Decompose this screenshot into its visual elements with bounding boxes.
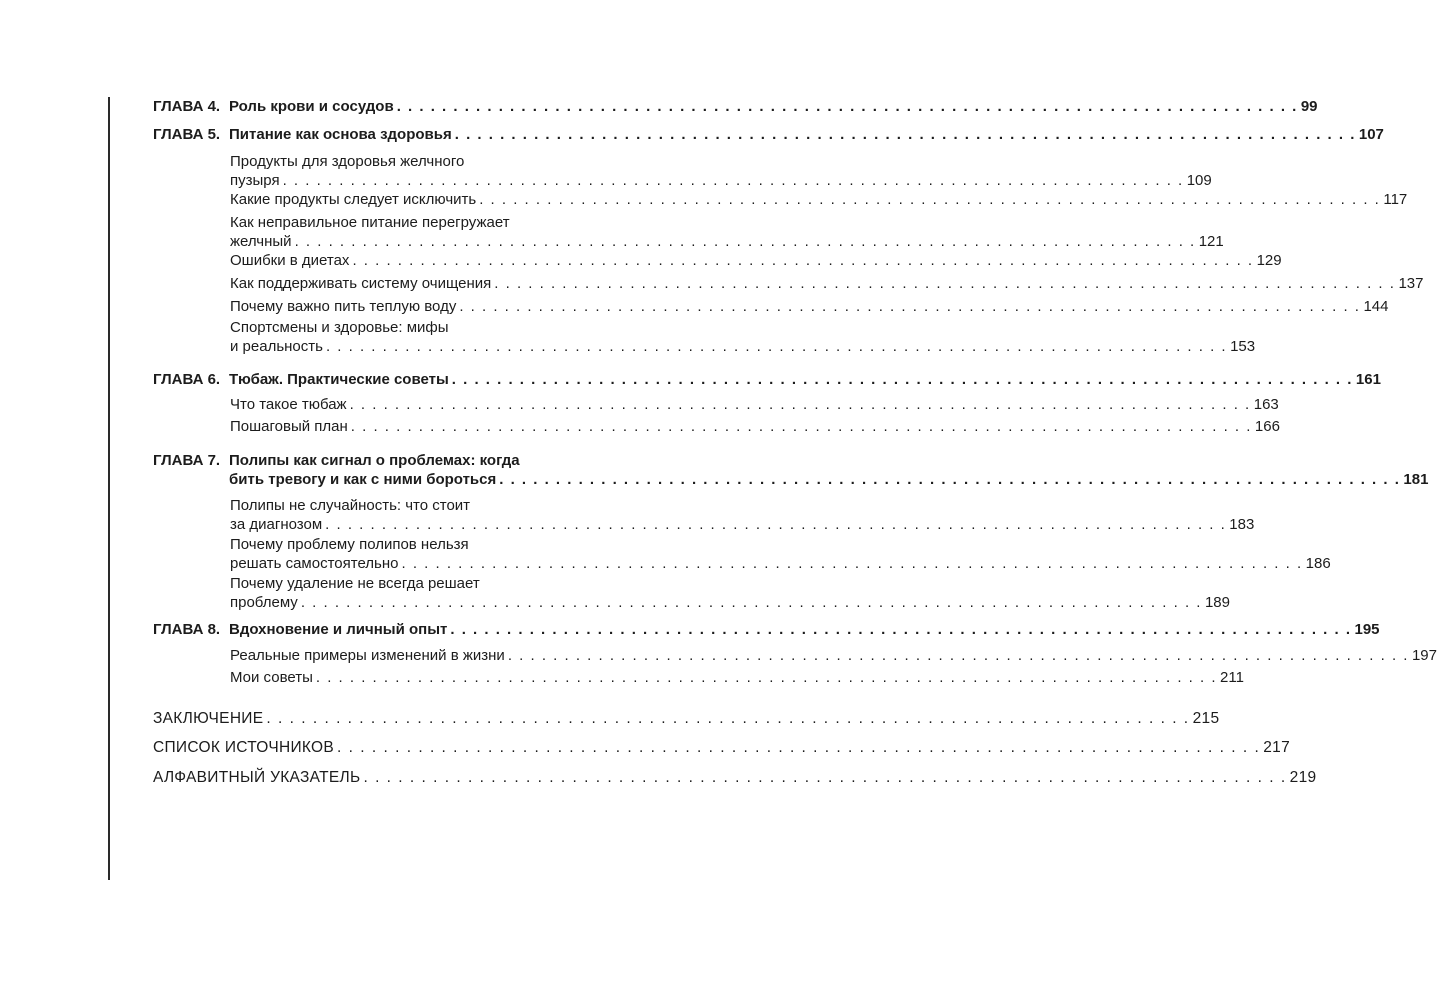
- item-title: Что такое тюбаж: [230, 396, 347, 413]
- page-number: 181: [1403, 471, 1429, 488]
- chapter-title: Питание как основа здоровья: [229, 126, 452, 143]
- item-title: пузыря: [230, 172, 280, 189]
- item-title: проблему: [230, 594, 298, 611]
- toc-chapter-6[interactable]: [153, 370, 1381, 389]
- toc-chapter-7[interactable]: [153, 451, 1429, 489]
- toc-item[interactable]: [230, 668, 1244, 687]
- dot-leader: . . . . . . . . . . . . . . . . . . . . . . . . . . . . . . . . . . . . . . . . . . . . . . . . . . . . . . . . . . . . . . . . . . . . . . . . . . . . . . . .: [401, 555, 1303, 572]
- toc-item[interactable]: [230, 190, 1408, 209]
- page-number: 117: [1383, 191, 1408, 208]
- item-title: Пошаговый план: [230, 418, 348, 435]
- page-number: 186: [1305, 555, 1331, 572]
- chapter-title: Вдохновение и личный опыт: [229, 621, 448, 638]
- toc-item[interactable]: [230, 213, 1224, 251]
- page-number: 163: [1253, 396, 1279, 413]
- toc-item[interactable]: [230, 395, 1279, 414]
- dot-leader: . . . . . . . . . . . . . . . . . . . . . . . . . . . . . . . . . . . . . . . . . . . . . . . . . . . . . . . . . . . . . . . . . . . . . . . . . . . . . . . .: [337, 739, 1261, 756]
- dot-leader: . . . . . . . . . . . . . . . . . . . . . . . . . . . . . . . . . . . . . . . . . . . . . . . . . . . . . . . . . . . . . . . . . . . . . . . . . . . . . . . .: [494, 275, 1396, 292]
- item-title: решать самостоятельно: [230, 555, 399, 572]
- item-title-line1: Продукты для здоровья желчного: [230, 153, 465, 170]
- page-number: 189: [1204, 594, 1230, 611]
- page-number: 137: [1398, 275, 1424, 292]
- chapter-title: бить тревогу и как с ними бороться: [229, 471, 497, 488]
- dot-leader: . . . . . . . . . . . . . . . . . . . . . . . . . . . . . . . . . . . . . . . . . . . . . . . . . . . . . . . . . . . . . . . . . . . . . . . . . . . . . . . .: [499, 471, 1401, 488]
- chapter-label: ГЛАВА 6.: [153, 371, 221, 388]
- page-number: 166: [1254, 418, 1280, 435]
- page-number: 129: [1256, 252, 1282, 269]
- page-number: 217: [1263, 739, 1291, 756]
- dot-leader: . . . . . . . . . . . . . . . . . . . . . . . . . . . . . . . . . . . . . . . . . . . . . . . . . . . . . . . . . . . . . . . . . . . . . . . . . . . . . . . .: [294, 233, 1196, 250]
- toc-item[interactable]: [230, 152, 1212, 190]
- chapter-title-line1: Полипы как сигнал о проблемах: когда: [229, 452, 520, 469]
- dot-leader: . . . . . . . . . . . . . . . . . . . . . . . . . . . . . . . . . . . . . . . . . . . . . . . . . . . . . . . . . . . . . . . . . . . . . . . . . . . . . . . .: [282, 172, 1184, 189]
- dot-leader: . . . . . . . . . . . . . . . . . . . . . . . . . . . . . . . . . . . . . . . . . . . . . . . . . . . . . . . . . . . . . . . . . . . . . . . . . . . . . . . .: [479, 191, 1381, 208]
- toc-item[interactable]: [230, 318, 1256, 356]
- toc-item[interactable]: [230, 574, 1230, 612]
- toc-endmatter-conclusion[interactable]: [153, 709, 1220, 728]
- page-number: 195: [1354, 621, 1380, 638]
- item-title: Реальные примеры изменений в жизни: [230, 647, 505, 664]
- item-title: и реальность: [230, 338, 323, 355]
- dot-leader: . . . . . . . . . . . . . . . . . . . . . . . . . . . . . . . . . . . . . . . . . . . . . . . . . . . . . . . . . . . . . . . . . . . . . . . . . . . . . . . .: [315, 669, 1217, 686]
- page-number: 153: [1230, 338, 1256, 355]
- dot-leader: . . . . . . . . . . . . . . . . . . . . . . . . . . . . . . . . . . . . . . . . . . . . . . . . . . . . . . . . . . . . . . . . . . . . . . . . . . . . . . . .: [352, 252, 1254, 269]
- toc-item[interactable]: [230, 297, 1389, 316]
- page-number: 183: [1229, 516, 1255, 533]
- item-title: Мои советы: [230, 669, 313, 686]
- item-title: желчный: [230, 233, 292, 250]
- page-number: 109: [1186, 172, 1212, 189]
- page-number: 144: [1363, 298, 1389, 315]
- endmatter-title: АЛФАВИТНЫЙ УКАЗАТЕЛЬ: [153, 769, 361, 786]
- dot-leader: . . . . . . . . . . . . . . . . . . . . . . . . . . . . . . . . . . . . . . . . . . . . . . . . . . . . . . . . . . . . . . . . . . . . . . . . . . . . . . . .: [349, 396, 1251, 413]
- page-number: 211: [1220, 669, 1244, 686]
- toc-item[interactable]: [230, 496, 1255, 534]
- dot-leader: . . . . . . . . . . . . . . . . . . . . . . . . . . . . . . . . . . . . . . . . . . . . . . . . . . . . . . . . . . . . . . . . . . . . . . . . . . . . . . . .: [325, 516, 1227, 533]
- item-title-line1: Почему проблему полипов нельзя: [230, 536, 469, 553]
- chapter-label: ГЛАВА 5.: [153, 126, 221, 143]
- toc-endmatter-index[interactable]: [153, 768, 1317, 787]
- dot-leader: . . . . . . . . . . . . . . . . . . . . . . . . . . . . . . . . . . . . . . . . . . . . . . . . . . . . . . . . . . . . . . . . . . . . . . . . . . . . . . . .: [450, 621, 1352, 638]
- toc-item[interactable]: [230, 274, 1424, 293]
- toc-item[interactable]: [230, 646, 1437, 665]
- toc-chapter-5[interactable]: [153, 125, 1384, 144]
- chapter-title: Роль крови и сосудов: [229, 98, 394, 115]
- dot-leader: . . . . . . . . . . . . . . . . . . . . . . . . . . . . . . . . . . . . . . . . . . . . . . . . . . . . . . . . . . . . . . . . . . . . . . . . . . . . . . . .: [363, 769, 1287, 786]
- item-title: Почему важно пить теплую воду: [230, 298, 457, 315]
- item-title: Какие продукты следует исключить: [230, 191, 477, 208]
- toc-item[interactable]: [230, 251, 1282, 270]
- page-number: 107: [1358, 126, 1384, 143]
- dot-leader: . . . . . . . . . . . . . . . . . . . . . . . . . . . . . . . . . . . . . . . . . . . . . . . . . . . . . . . . . . . . . . . . . . . . . . . . . . . . . . . .: [300, 594, 1202, 611]
- toc-chapter-4[interactable]: [153, 97, 1318, 116]
- item-title: за диагнозом: [230, 516, 323, 533]
- dot-leader: . . . . . . . . . . . . . . . . . . . . . . . . . . . . . . . . . . . . . . . . . . . . . . . . . . . . . . . . . . . . . . . . . . . . . . . . . . . . . . . .: [507, 647, 1409, 664]
- dot-leader: . . . . . . . . . . . . . . . . . . . . . . . . . . . . . . . . . . . . . . . . . . . . . . . . . . . . . . . . . . . . . . . . . . . . . . . . . . . . . . . .: [459, 298, 1361, 315]
- toc-chapter-8[interactable]: [153, 620, 1380, 639]
- dot-leader: . . . . . . . . . . . . . . . . . . . . . . . . . . . . . . . . . . . . . . . . . . . . . . . . . . . . . . . . . . . . . . . . . . . . . . . . . . . . . . . .: [454, 126, 1356, 143]
- item-title: Как поддерживать систему очищения: [230, 275, 492, 292]
- item-title: Ошибки в диетах: [230, 252, 350, 269]
- endmatter-title: СПИСОК ИСТОЧНИКОВ: [153, 739, 335, 756]
- chapter-label: ГЛАВА 8.: [153, 621, 221, 638]
- dot-leader: . . . . . . . . . . . . . . . . . . . . . . . . . . . . . . . . . . . . . . . . . . . . . . . . . . . . . . . . . . . . . . . . . . . . . . . . . . . . . . . .: [396, 98, 1298, 115]
- page-number: 99: [1300, 98, 1318, 115]
- dot-leader: . . . . . . . . . . . . . . . . . . . . . . . . . . . . . . . . . . . . . . . . . . . . . . . . . . . . . . . . . . . . . . . . . . . . . . . . . . . . . . . .: [451, 371, 1353, 388]
- toc-item[interactable]: [230, 417, 1280, 436]
- dot-leader: . . . . . . . . . . . . . . . . . . . . . . . . . . . . . . . . . . . . . . . . . . . . . . . . . . . . . . . . . . . . . . . . . . . . . . . . . . . . . . . .: [350, 418, 1252, 435]
- page-number: 121: [1198, 233, 1224, 250]
- toc-endmatter-sources[interactable]: [153, 738, 1291, 757]
- page-number: 219: [1289, 769, 1317, 786]
- toc-item[interactable]: [230, 535, 1331, 573]
- dot-leader: . . . . . . . . . . . . . . . . . . . . . . . . . . . . . . . . . . . . . . . . . . . . . . . . . . . . . . . . . . . . . . . . . . . . . . . . . . . . . . . .: [266, 710, 1190, 727]
- item-title-line1: Спортсмены и здоровье: мифы: [230, 319, 449, 336]
- page-number: 161: [1355, 371, 1381, 388]
- chapter-label: ГЛАВА 7.: [153, 452, 221, 469]
- item-title-line1: Полипы не случайность: что стоит: [230, 497, 471, 514]
- chapter-label: ГЛАВА 4.: [153, 98, 221, 115]
- dot-leader: . . . . . . . . . . . . . . . . . . . . . . . . . . . . . . . . . . . . . . . . . . . . . . . . . . . . . . . . . . . . . . . . . . . . . . . . . . . . . . . .: [325, 338, 1228, 355]
- page-number: 197: [1411, 647, 1437, 664]
- page-number: 215: [1192, 710, 1220, 727]
- item-title-line1: Как неправильное питание перегружает: [230, 214, 510, 231]
- chapter-title: Тюбаж. Практические советы: [229, 371, 449, 388]
- item-title-line1: Почему удаление не всегда решает: [230, 575, 480, 592]
- endmatter-title: ЗАКЛЮЧЕНИЕ: [153, 710, 264, 727]
